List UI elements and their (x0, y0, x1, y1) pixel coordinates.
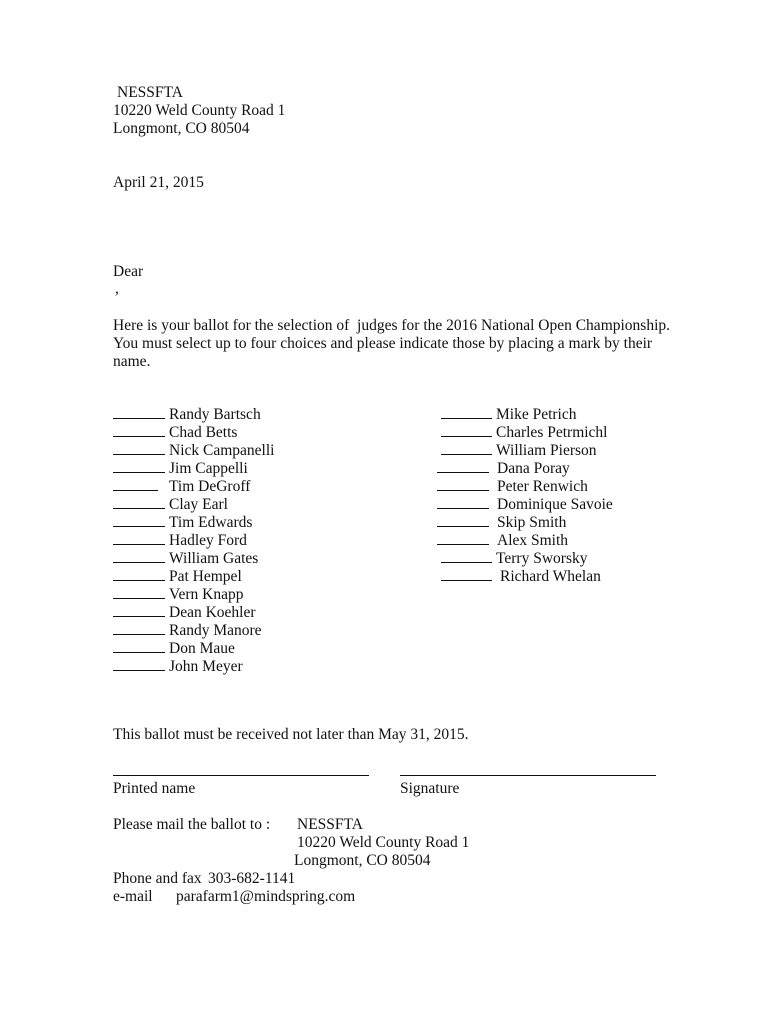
mark-blank[interactable] (437, 477, 489, 491)
candidate-name: Chad Betts (169, 424, 238, 441)
candidate-row (437, 477, 588, 495)
candidate-row (437, 459, 570, 477)
candidate-row (113, 639, 235, 657)
mark-blank[interactable] (113, 459, 165, 473)
letter-date: April 21, 2015 (113, 174, 204, 191)
candidate-name: Alex Smith (497, 532, 569, 549)
candidate-name: Randy Bartsch (169, 406, 261, 423)
mark-blank[interactable] (441, 441, 492, 455)
email-label: e-mail (113, 888, 153, 905)
candidate-name: Peter Renwich (497, 478, 588, 495)
candidate-name: Pat Hempel (169, 568, 242, 585)
candidate-name: Vern Knapp (169, 586, 244, 603)
mark-blank[interactable] (441, 549, 492, 563)
candidate-name: Charles Petrmichl (496, 424, 608, 441)
candidate-name: Skip Smith (497, 514, 567, 531)
mark-blank[interactable] (113, 621, 165, 635)
candidate-row (113, 603, 256, 621)
candidate-name: John Meyer (169, 658, 243, 675)
candidate-row (113, 657, 243, 675)
mark-blank[interactable] (113, 639, 165, 653)
candidate-name: Don Maue (169, 640, 235, 657)
candidate-row (113, 477, 250, 495)
printed-name-label: Printed name (113, 780, 196, 797)
candidate-row (113, 585, 243, 603)
mark-blank[interactable] (113, 603, 165, 617)
candidate-row (441, 405, 577, 423)
phone-number: 303-682-1141 (208, 870, 296, 887)
candidate-row (113, 621, 262, 639)
candidate-row (113, 531, 247, 549)
mark-blank[interactable] (437, 531, 489, 545)
mark-blank[interactable] (113, 549, 165, 563)
candidate-name: Dean Koehler (169, 604, 256, 621)
mail-to-label: Please mail the ballot to : (113, 816, 271, 833)
candidate-row (441, 549, 587, 567)
candidate-row (113, 423, 237, 441)
mail-to-org: NESSFTA (297, 816, 363, 833)
sender-street: 10220 Weld County Road 1 (113, 102, 286, 119)
body-line-1: Here is your ballot for the selection of judges for the 2016 National Open Championship. (113, 317, 671, 334)
candidate-name: Tim Edwards (169, 514, 253, 531)
mark-blank[interactable] (113, 405, 165, 419)
candidate-name: Nick Campanelli (169, 442, 275, 459)
mark-blank[interactable] (113, 423, 165, 437)
mail-to-street: 10220 Weld County Road 1 (297, 834, 470, 851)
mark-blank[interactable] (113, 585, 165, 599)
candidate-row (437, 513, 566, 531)
signature-line[interactable] (400, 775, 656, 776)
mark-blank[interactable] (113, 513, 165, 527)
candidate-row (113, 513, 252, 531)
candidate-name: Dominique Savoie (497, 496, 613, 513)
body-line-3: name. (113, 353, 151, 370)
candidate-name: Clay Earl (169, 496, 228, 513)
salutation: Dear (113, 263, 144, 280)
candidate-row (437, 531, 568, 549)
signature-label: Signature (400, 780, 460, 797)
mark-blank[interactable] (113, 441, 165, 455)
candidate-row (441, 567, 601, 585)
body-line-2: You must select up to four choices and please indicate those by placing a mark by their (113, 335, 653, 352)
mark-blank[interactable] (437, 459, 489, 473)
candidate-row (113, 495, 228, 513)
candidate-name: Hadley Ford (169, 532, 247, 549)
mark-blank[interactable] (113, 657, 165, 671)
mark-blank[interactable] (437, 513, 489, 527)
mark-blank[interactable] (113, 495, 165, 509)
candidate-row (113, 567, 242, 585)
candidate-name: Richard Whelan (500, 568, 601, 585)
candidate-row (441, 441, 597, 459)
candidate-row (113, 459, 248, 477)
candidate-name: Jim Cappelli (169, 460, 248, 477)
sender-city: Longmont, CO 80504 (113, 120, 250, 137)
mail-to-city: Longmont, CO 80504 (294, 852, 431, 869)
candidate-name: William Gates (169, 550, 259, 567)
candidate-row (113, 549, 258, 567)
mark-blank[interactable] (113, 567, 165, 581)
candidate-row (113, 405, 261, 423)
mark-blank[interactable] (113, 531, 165, 545)
candidate-name: Mike Petrich (496, 406, 577, 423)
mark-blank[interactable] (113, 477, 158, 491)
candidate-row (113, 441, 274, 459)
phone-label: Phone and fax (113, 870, 202, 887)
candidate-name: Dana Poray (497, 460, 570, 477)
candidate-row (437, 495, 613, 513)
mark-blank[interactable] (437, 495, 489, 509)
candidate-name: William Pierson (496, 442, 597, 459)
salutation-comma: , (115, 280, 119, 297)
candidate-name: Terry Sworsky (496, 550, 588, 567)
candidate-name: Tim DeGroff (169, 478, 251, 495)
deadline-note: This ballot must be received not later than May 31, 2015. (113, 726, 469, 743)
mark-blank[interactable] (441, 423, 492, 437)
email-address[interactable]: parafarm1@mindspring.com (176, 888, 356, 905)
mark-blank[interactable] (441, 405, 492, 419)
candidate-row (441, 423, 608, 441)
candidate-name: Randy Manore (169, 622, 262, 639)
printed-name-line[interactable] (113, 775, 369, 776)
mark-blank[interactable] (441, 567, 492, 581)
sender-org: NESSFTA (117, 84, 183, 101)
